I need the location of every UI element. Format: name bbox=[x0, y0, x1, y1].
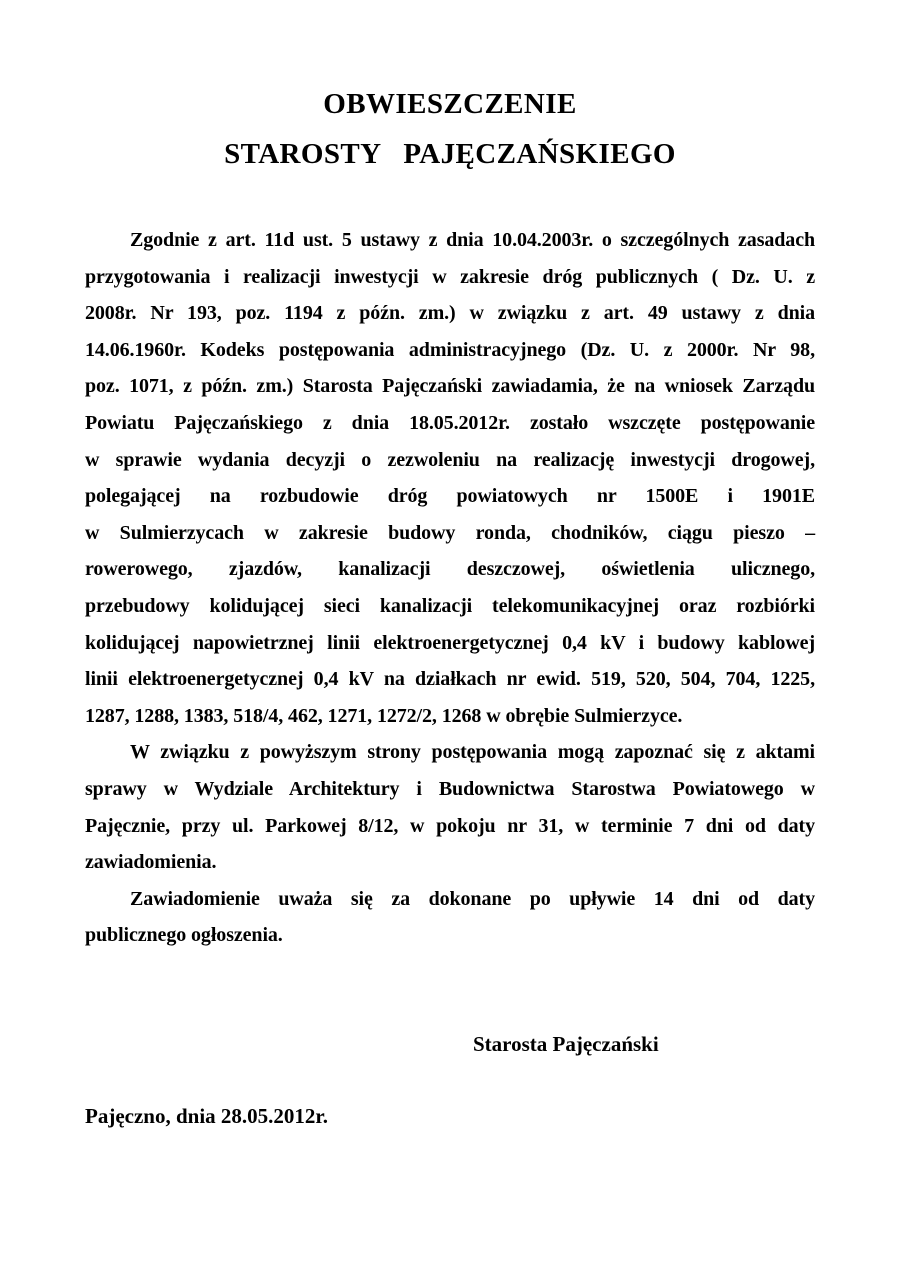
body-line: publicznego ogłoszenia. bbox=[85, 924, 283, 947]
document-title: OBWIESZCZENIE bbox=[323, 88, 577, 120]
body-line: poz. 1071, z późn. zm.) Starosta Pajęczański zawiadamia, że na wniosek Zarządu bbox=[85, 375, 815, 398]
body-line: przebudowy kolidującej sieci kanalizacji telekomunikacyjnej oraz rozbiórki bbox=[85, 594, 815, 617]
paragraph-1 bbox=[85, 222, 815, 734]
place-date-line: Pajęczno, dnia 28.05.2012r. bbox=[85, 1103, 329, 1128]
body-line: linii elektroenergetycznej 0,4 kV na działkach nr ewid. 519, 520, 504, 704, 1225, bbox=[85, 668, 815, 691]
body-line: w Sulmierzycach w zakresie budowy ronda, chodników, ciągu pieszo – bbox=[85, 521, 815, 544]
body-line: w sprawie wydania decyzji o zezwoleniu na realizację inwestycji drogowej, bbox=[85, 448, 815, 471]
body-line: kolidującej napowietrznej linii elektroenergetycznej 0,4 kV i budowy kablowej bbox=[85, 631, 815, 654]
body-line: zawiadomienia. bbox=[85, 851, 217, 874]
paragraph-2 bbox=[85, 734, 815, 880]
body-line: sprawy w Wydziale Architektury i Budownictwa Starostwa Powiatowego w bbox=[85, 777, 815, 800]
body-line: 2008r. Nr 193, poz. 1194 z późn. zm.) w związku z art. 49 ustawy z dnia bbox=[85, 302, 815, 325]
body-line: Powiatu Pajęczańskiego z dnia 18.05.2012r. zostało wszczęte postępowanie bbox=[85, 411, 815, 434]
signature-line: Starosta Pajęczański bbox=[473, 1031, 659, 1056]
document-subtitle: STAROSTY PAJĘCZAŃSKIEGO bbox=[224, 138, 676, 170]
body-line: Zgodnie z art. 11d ust. 5 ustawy z dnia 10.04.2003r. o szczególnych zasadach bbox=[130, 229, 815, 251]
body-line: 1287, 1288, 1383, 518/4, 462, 1271, 1272/2, 1268 w obrębie Sulmierzyce. bbox=[85, 704, 683, 727]
body-line: Zawiadomienie uważa się za dokonane po upływie 14 dni od daty bbox=[130, 887, 815, 910]
body-line: 14.06.1960r. Kodeks postępowania administracyjnego (Dz. U. z 2000r. Nr 98, bbox=[85, 338, 815, 361]
body-line: polegającej na rozbudowie dróg powiatowych nr 1500E i 1901E bbox=[85, 485, 815, 508]
body-line: Pajęcznie, przy ul. Parkowej 8/12, w pokoju nr 31, w terminie 7 dni od daty bbox=[85, 814, 815, 837]
body-line: rowerowego, zjazdów, kanalizacji deszczowej, oświetlenia ulicznego, bbox=[85, 558, 815, 581]
body-line: W związku z powyższym strony postępowania mogą zapoznać się z aktami bbox=[130, 741, 815, 764]
body-line: przygotowania i realizacji inwestycji w zakresie dróg publicznych ( Dz. U. z bbox=[85, 265, 815, 288]
document-body bbox=[85, 222, 815, 954]
paragraph-3 bbox=[85, 881, 815, 954]
